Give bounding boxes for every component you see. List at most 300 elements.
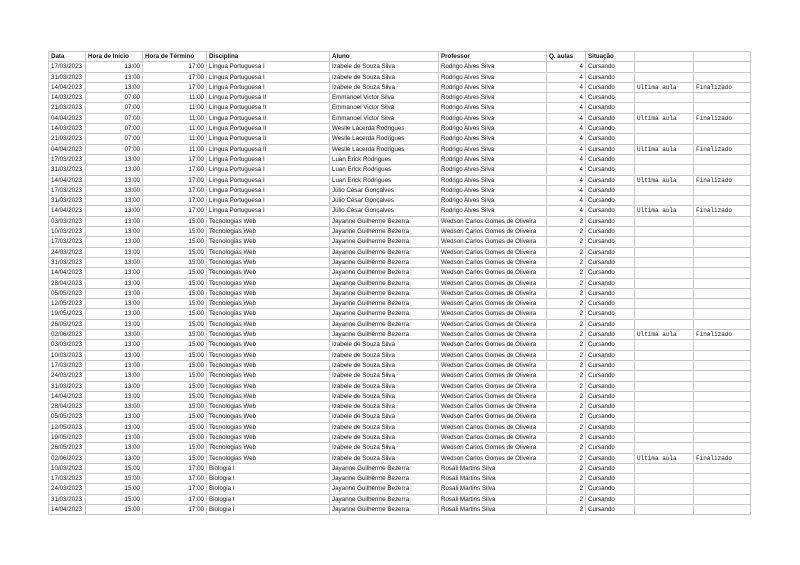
end-time-cell[interactable]: 15:00 <box>143 268 207 278</box>
student-cell[interactable]: Izabele de Souza Silva <box>330 82 439 92</box>
end-time-cell[interactable]: 15:00 <box>143 227 207 237</box>
teacher-cell[interactable]: Rodrigo Alves Silva <box>439 154 547 164</box>
final-status-cell[interactable] <box>694 484 751 494</box>
lesson-count-cell[interactable]: 2 <box>547 227 586 237</box>
student-cell[interactable]: Jayanne Guilherme Bezerra <box>330 257 439 267</box>
lesson-count-cell[interactable]: 4 <box>547 206 586 216</box>
student-cell[interactable]: Weslle Lacerda Rodrigues <box>330 124 439 134</box>
teacher-cell[interactable]: Wedson Carlos Gomes de Oliveira <box>439 257 547 267</box>
subject-cell[interactable]: Tecnologias Web <box>207 247 330 257</box>
subject-cell[interactable]: Tecnologias Web <box>207 412 330 422</box>
final-status-cell[interactable] <box>694 247 751 257</box>
student-cell[interactable]: Jayanne Guilherme Bezerra <box>330 288 439 298</box>
lesson-count-cell[interactable]: 4 <box>547 82 586 92</box>
final-status-cell[interactable] <box>694 360 751 370</box>
start-time-cell[interactable]: 13:00 <box>86 206 143 216</box>
start-time-cell[interactable]: 13:00 <box>86 422 143 432</box>
final-status-cell[interactable] <box>694 185 751 195</box>
student-cell[interactable]: Luan Erick Rodrigues <box>330 165 439 175</box>
status-cell[interactable]: Cursando <box>586 381 635 391</box>
subject-cell[interactable]: Tecnologias Web <box>207 371 330 381</box>
date-cell[interactable]: 14/04/2023 <box>49 175 86 185</box>
subject-cell[interactable]: Biologia I <box>207 494 330 504</box>
start-time-cell[interactable]: 07:00 <box>86 93 143 103</box>
end-time-cell[interactable]: 17:00 <box>143 196 207 206</box>
student-cell[interactable]: Weslle Lacerda Rodrigues <box>330 134 439 144</box>
final-status-cell[interactable] <box>694 237 751 247</box>
teacher-cell[interactable]: Rodrigo Alves Silva <box>439 113 547 123</box>
final-status-cell[interactable] <box>694 278 751 288</box>
start-time-cell[interactable]: 13:00 <box>86 227 143 237</box>
subject-cell[interactable]: Língua Portuguesa I <box>207 154 330 164</box>
student-cell[interactable]: Izabele de Souza Silva <box>330 391 439 401</box>
teacher-cell[interactable]: Wedson Carlos Gomes de Oliveira <box>439 422 547 432</box>
start-time-cell[interactable]: 15:00 <box>86 505 143 515</box>
date-cell[interactable]: 31/03/2023 <box>49 494 86 504</box>
end-time-cell[interactable]: 15:00 <box>143 309 207 319</box>
subject-cell[interactable]: Língua Portuguesa I <box>207 175 330 185</box>
final-status-cell[interactable] <box>694 309 751 319</box>
student-cell[interactable]: Jayanne Guilherme Bezerra <box>330 237 439 247</box>
status-cell[interactable]: Cursando <box>586 453 635 463</box>
lesson-count-cell[interactable]: 2 <box>547 257 586 267</box>
end-time-cell[interactable]: 17:00 <box>143 463 207 473</box>
note-cell[interactable] <box>635 124 694 134</box>
lesson-count-cell[interactable]: 2 <box>547 463 586 473</box>
subject-cell[interactable]: Tecnologias Web <box>207 309 330 319</box>
start-time-cell[interactable]: 13:00 <box>86 402 143 412</box>
start-time-cell[interactable]: 13:00 <box>86 82 143 92</box>
student-cell[interactable]: Luan Erick Rodrigues <box>330 154 439 164</box>
start-time-cell[interactable]: 13:00 <box>86 330 143 340</box>
note-cell[interactable] <box>635 340 694 350</box>
lesson-count-cell[interactable]: 2 <box>547 288 586 298</box>
start-time-cell[interactable]: 13:00 <box>86 154 143 164</box>
status-cell[interactable]: Cursando <box>586 278 635 288</box>
start-time-cell[interactable]: 13:00 <box>86 257 143 267</box>
teacher-cell[interactable]: Rosali Martins Silva <box>439 474 547 484</box>
lesson-count-cell[interactable]: 2 <box>547 278 586 288</box>
final-status-cell[interactable]: Finalizado <box>694 175 751 185</box>
start-time-cell[interactable]: 13:00 <box>86 319 143 329</box>
final-status-cell[interactable] <box>694 381 751 391</box>
final-status-cell[interactable] <box>694 463 751 473</box>
lesson-count-cell[interactable]: 4 <box>547 62 586 72</box>
status-cell[interactable]: Cursando <box>586 216 635 226</box>
note-cell[interactable] <box>635 505 694 515</box>
final-status-cell[interactable] <box>694 432 751 442</box>
student-cell[interactable]: Jayanne Guilherme Bezerra <box>330 309 439 319</box>
date-cell[interactable]: 28/04/2023 <box>49 278 86 288</box>
status-cell[interactable]: Cursando <box>586 103 635 113</box>
subject-cell[interactable]: Tecnologias Web <box>207 432 330 442</box>
lesson-count-cell[interactable]: 2 <box>547 432 586 442</box>
date-cell[interactable]: 28/04/2023 <box>49 402 86 412</box>
start-time-cell[interactable]: 07:00 <box>86 144 143 154</box>
start-time-cell[interactable]: 07:00 <box>86 134 143 144</box>
start-time-cell[interactable]: 13:00 <box>86 72 143 82</box>
student-cell[interactable]: Izabele de Souza Silva <box>330 402 439 412</box>
final-status-cell[interactable] <box>694 340 751 350</box>
final-status-cell[interactable] <box>694 72 751 82</box>
final-status-cell[interactable]: Finalizado <box>694 453 751 463</box>
date-cell[interactable]: 17/03/2023 <box>49 154 86 164</box>
end-time-cell[interactable]: 15:00 <box>143 340 207 350</box>
subject-cell[interactable]: Tecnologias Web <box>207 381 330 391</box>
lesson-count-cell[interactable]: 2 <box>547 299 586 309</box>
date-cell[interactable]: 21/03/2023 <box>49 103 86 113</box>
end-time-cell[interactable]: 17:00 <box>143 154 207 164</box>
status-cell[interactable]: Cursando <box>586 309 635 319</box>
teacher-cell[interactable]: Rodrigo Alves Silva <box>439 175 547 185</box>
start-time-cell[interactable]: 15:00 <box>86 474 143 484</box>
note-cell[interactable] <box>635 216 694 226</box>
final-status-cell[interactable] <box>694 288 751 298</box>
student-cell[interactable]: Jayanne Guilherme Bezerra <box>330 474 439 484</box>
teacher-cell[interactable]: Wedson Carlos Gomes de Oliveira <box>439 381 547 391</box>
end-time-cell[interactable]: 15:00 <box>143 360 207 370</box>
date-cell[interactable]: 05/05/2023 <box>49 288 86 298</box>
end-time-cell[interactable]: 15:00 <box>143 237 207 247</box>
end-time-cell[interactable]: 17:00 <box>143 484 207 494</box>
final-status-cell[interactable] <box>694 216 751 226</box>
subject-cell[interactable]: Língua Portuguesa I <box>207 196 330 206</box>
teacher-cell[interactable]: Rodrigo Alves Silva <box>439 93 547 103</box>
status-cell[interactable]: Cursando <box>586 474 635 484</box>
status-cell[interactable]: Cursando <box>586 196 635 206</box>
student-cell[interactable]: Jayanne Guilherme Bezerra <box>330 319 439 329</box>
student-cell[interactable]: Emmanoel Victor Silva <box>330 113 439 123</box>
final-status-cell[interactable] <box>694 299 751 309</box>
student-cell[interactable]: Izabele de Souza Silva <box>330 453 439 463</box>
student-cell[interactable]: Izabele de Souza Silva <box>330 432 439 442</box>
student-cell[interactable]: Jayanne Guilherme Bezerra <box>330 505 439 515</box>
lesson-count-cell[interactable]: 2 <box>547 268 586 278</box>
end-time-cell[interactable]: 15:00 <box>143 330 207 340</box>
lesson-count-cell[interactable]: 2 <box>547 412 586 422</box>
note-cell[interactable] <box>635 474 694 484</box>
teacher-cell[interactable]: Wedson Carlos Gomes de Oliveira <box>439 402 547 412</box>
start-time-cell[interactable]: 15:00 <box>86 494 143 504</box>
header-extra-2[interactable] <box>694 52 751 62</box>
status-cell[interactable]: Cursando <box>586 247 635 257</box>
lesson-count-cell[interactable]: 2 <box>547 237 586 247</box>
date-cell[interactable]: 17/03/2023 <box>49 360 86 370</box>
date-cell[interactable]: 24/03/2023 <box>49 371 86 381</box>
date-cell[interactable]: 21/03/2023 <box>49 134 86 144</box>
start-time-cell[interactable]: 13:00 <box>86 381 143 391</box>
lesson-count-cell[interactable]: 4 <box>547 134 586 144</box>
student-cell[interactable]: Emmanoel Victor Silva <box>330 93 439 103</box>
status-cell[interactable]: Cursando <box>586 443 635 453</box>
date-cell[interactable]: 02/06/2023 <box>49 453 86 463</box>
start-time-cell[interactable]: 13:00 <box>86 443 143 453</box>
teacher-cell[interactable]: Rosali Martins Silva <box>439 505 547 515</box>
note-cell[interactable] <box>635 484 694 494</box>
subject-cell[interactable]: Tecnologias Web <box>207 330 330 340</box>
note-cell[interactable] <box>635 165 694 175</box>
final-status-cell[interactable] <box>694 422 751 432</box>
lesson-count-cell[interactable]: 2 <box>547 309 586 319</box>
lesson-count-cell[interactable]: 2 <box>547 422 586 432</box>
header-disciplina[interactable]: Disciplina <box>207 52 330 62</box>
date-cell[interactable]: 04/04/2023 <box>49 113 86 123</box>
start-time-cell[interactable]: 13:00 <box>86 288 143 298</box>
status-cell[interactable]: Cursando <box>586 402 635 412</box>
lesson-count-cell[interactable]: 2 <box>547 360 586 370</box>
status-cell[interactable]: Cursando <box>586 463 635 473</box>
subject-cell[interactable]: Biologia I <box>207 484 330 494</box>
status-cell[interactable]: Cursando <box>586 505 635 515</box>
lesson-count-cell[interactable]: 2 <box>547 247 586 257</box>
status-cell[interactable]: Cursando <box>586 268 635 278</box>
start-time-cell[interactable]: 07:00 <box>86 124 143 134</box>
student-cell[interactable]: Izabele de Souza Silva <box>330 72 439 82</box>
start-time-cell[interactable]: 13:00 <box>86 371 143 381</box>
end-time-cell[interactable]: 15:00 <box>143 216 207 226</box>
start-time-cell[interactable]: 13:00 <box>86 360 143 370</box>
note-cell[interactable] <box>635 432 694 442</box>
note-cell[interactable] <box>635 309 694 319</box>
final-status-cell[interactable]: Finalizado <box>694 330 751 340</box>
final-status-cell[interactable] <box>694 165 751 175</box>
subject-cell[interactable]: Tecnologias Web <box>207 268 330 278</box>
note-cell[interactable] <box>635 134 694 144</box>
student-cell[interactable]: Izabele de Souza Silva <box>330 360 439 370</box>
status-cell[interactable]: Cursando <box>586 494 635 504</box>
end-time-cell[interactable]: 17:00 <box>143 185 207 195</box>
teacher-cell[interactable]: Wedson Carlos Gomes de Oliveira <box>439 360 547 370</box>
student-cell[interactable]: Izabele de Souza Silva <box>330 422 439 432</box>
date-cell[interactable]: 14/04/2023 <box>49 206 86 216</box>
note-cell[interactable] <box>635 494 694 504</box>
final-status-cell[interactable] <box>694 319 751 329</box>
student-cell[interactable]: Izabele de Souza Silva <box>330 371 439 381</box>
lesson-count-cell[interactable]: 4 <box>547 196 586 206</box>
teacher-cell[interactable]: Rodrigo Alves Silva <box>439 165 547 175</box>
date-cell[interactable]: 03/03/2023 <box>49 216 86 226</box>
final-status-cell[interactable] <box>694 257 751 267</box>
lesson-count-cell[interactable]: 4 <box>547 72 586 82</box>
teacher-cell[interactable]: Wedson Carlos Gomes de Oliveira <box>439 330 547 340</box>
start-time-cell[interactable]: 13:00 <box>86 175 143 185</box>
teacher-cell[interactable]: Wedson Carlos Gomes de Oliveira <box>439 340 547 350</box>
subject-cell[interactable]: Língua Portuguesa II <box>207 124 330 134</box>
lesson-count-cell[interactable]: 2 <box>547 402 586 412</box>
note-cell[interactable] <box>635 185 694 195</box>
status-cell[interactable]: Cursando <box>586 82 635 92</box>
final-status-cell[interactable] <box>694 350 751 360</box>
subject-cell[interactable]: Língua Portuguesa I <box>207 185 330 195</box>
final-status-cell[interactable]: Finalizado <box>694 113 751 123</box>
date-cell[interactable]: 17/03/2023 <box>49 237 86 247</box>
note-cell[interactable] <box>635 422 694 432</box>
end-time-cell[interactable]: 15:00 <box>143 299 207 309</box>
date-cell[interactable]: 10/03/2023 <box>49 350 86 360</box>
subject-cell[interactable]: Língua Portuguesa II <box>207 134 330 144</box>
lesson-count-cell[interactable]: 2 <box>547 216 586 226</box>
note-cell[interactable] <box>635 268 694 278</box>
teacher-cell[interactable]: Wedson Carlos Gomes de Oliveira <box>439 309 547 319</box>
start-time-cell[interactable]: 13:00 <box>86 340 143 350</box>
date-cell[interactable]: 17/03/2023 <box>49 474 86 484</box>
date-cell[interactable]: 05/05/2023 <box>49 412 86 422</box>
header-professor[interactable]: Professor <box>439 52 547 62</box>
subject-cell[interactable]: Língua Portuguesa II <box>207 103 330 113</box>
status-cell[interactable]: Cursando <box>586 257 635 267</box>
subject-cell[interactable]: Língua Portuguesa II <box>207 144 330 154</box>
teacher-cell[interactable]: Wedson Carlos Gomes de Oliveira <box>439 227 547 237</box>
final-status-cell[interactable] <box>694 402 751 412</box>
note-cell[interactable] <box>635 371 694 381</box>
final-status-cell[interactable] <box>694 371 751 381</box>
date-cell[interactable]: 14/03/2023 <box>49 93 86 103</box>
end-time-cell[interactable]: 15:00 <box>143 453 207 463</box>
subject-cell[interactable]: Biologia I <box>207 463 330 473</box>
lesson-count-cell[interactable]: 2 <box>547 330 586 340</box>
student-cell[interactable]: Luan Erick Rodrigues <box>330 175 439 185</box>
date-cell[interactable]: 02/06/2023 <box>49 330 86 340</box>
end-time-cell[interactable]: 15:00 <box>143 350 207 360</box>
final-status-cell[interactable]: Finalizado <box>694 144 751 154</box>
end-time-cell[interactable]: 17:00 <box>143 62 207 72</box>
end-time-cell[interactable]: 15:00 <box>143 247 207 257</box>
subject-cell[interactable]: Biologia I <box>207 505 330 515</box>
lesson-count-cell[interactable]: 2 <box>547 484 586 494</box>
status-cell[interactable]: Cursando <box>586 93 635 103</box>
note-cell[interactable] <box>635 62 694 72</box>
start-time-cell[interactable]: 13:00 <box>86 278 143 288</box>
lesson-count-cell[interactable]: 4 <box>547 113 586 123</box>
lesson-count-cell[interactable]: 2 <box>547 474 586 484</box>
header-situacao[interactable]: Situação <box>586 52 635 62</box>
final-status-cell[interactable] <box>694 391 751 401</box>
note-cell[interactable] <box>635 227 694 237</box>
lesson-count-cell[interactable]: 4 <box>547 144 586 154</box>
start-time-cell[interactable]: 13:00 <box>86 165 143 175</box>
note-cell[interactable] <box>635 412 694 422</box>
teacher-cell[interactable]: Wedson Carlos Gomes de Oliveira <box>439 371 547 381</box>
note-cell[interactable] <box>635 196 694 206</box>
end-time-cell[interactable]: 15:00 <box>143 257 207 267</box>
date-cell[interactable]: 24/03/2023 <box>49 484 86 494</box>
status-cell[interactable]: Cursando <box>586 175 635 185</box>
status-cell[interactable]: Cursando <box>586 299 635 309</box>
subject-cell[interactable]: Língua Portuguesa I <box>207 72 330 82</box>
date-cell[interactable]: 31/03/2023 <box>49 196 86 206</box>
date-cell[interactable]: 14/04/2023 <box>49 505 86 515</box>
teacher-cell[interactable]: Wedson Carlos Gomes de Oliveira <box>439 319 547 329</box>
final-status-cell[interactable] <box>694 93 751 103</box>
end-time-cell[interactable]: 15:00 <box>143 371 207 381</box>
subject-cell[interactable]: Tecnologias Web <box>207 402 330 412</box>
note-cell[interactable] <box>635 72 694 82</box>
header-hora-termino[interactable]: Hora de Término <box>143 52 207 62</box>
end-time-cell[interactable]: 17:00 <box>143 474 207 484</box>
teacher-cell[interactable]: Rodrigo Alves Silva <box>439 185 547 195</box>
subject-cell[interactable]: Biologia I <box>207 474 330 484</box>
teacher-cell[interactable]: Wedson Carlos Gomes de Oliveira <box>439 432 547 442</box>
date-cell[interactable]: 10/03/2023 <box>49 463 86 473</box>
teacher-cell[interactable]: Wedson Carlos Gomes de Oliveira <box>439 412 547 422</box>
date-cell[interactable]: 26/05/2023 <box>49 443 86 453</box>
lesson-count-cell[interactable]: 2 <box>547 494 586 504</box>
status-cell[interactable]: Cursando <box>586 227 635 237</box>
end-time-cell[interactable]: 17:00 <box>143 82 207 92</box>
teacher-cell[interactable]: Rodrigo Alves Silva <box>439 82 547 92</box>
final-status-cell[interactable] <box>694 196 751 206</box>
status-cell[interactable]: Cursando <box>586 206 635 216</box>
date-cell[interactable]: 12/05/2023 <box>49 422 86 432</box>
note-cell[interactable] <box>635 237 694 247</box>
end-time-cell[interactable]: 11:00 <box>143 124 207 134</box>
lesson-count-cell[interactable]: 4 <box>547 165 586 175</box>
status-cell[interactable]: Cursando <box>586 412 635 422</box>
end-time-cell[interactable]: 17:00 <box>143 494 207 504</box>
date-cell[interactable]: 19/05/2023 <box>49 432 86 442</box>
note-cell[interactable] <box>635 93 694 103</box>
final-status-cell[interactable]: Finalizado <box>694 82 751 92</box>
end-time-cell[interactable]: 15:00 <box>143 288 207 298</box>
teacher-cell[interactable]: Rodrigo Alves Silva <box>439 134 547 144</box>
end-time-cell[interactable]: 15:00 <box>143 432 207 442</box>
date-cell[interactable]: 12/05/2023 <box>49 299 86 309</box>
final-status-cell[interactable]: Finalizado <box>694 206 751 216</box>
teacher-cell[interactable]: Rodrigo Alves Silva <box>439 103 547 113</box>
final-status-cell[interactable] <box>694 505 751 515</box>
subject-cell[interactable]: Tecnologias Web <box>207 350 330 360</box>
student-cell[interactable]: Júlio César Gonçalves <box>330 185 439 195</box>
end-time-cell[interactable]: 15:00 <box>143 443 207 453</box>
lesson-count-cell[interactable]: 4 <box>547 185 586 195</box>
date-cell[interactable]: 03/03/2023 <box>49 340 86 350</box>
note-cell[interactable] <box>635 299 694 309</box>
teacher-cell[interactable]: Rodrigo Alves Silva <box>439 124 547 134</box>
student-cell[interactable]: Izabele de Souza Silva <box>330 381 439 391</box>
final-status-cell[interactable] <box>694 412 751 422</box>
student-cell[interactable]: Jayanne Guilherme Bezerra <box>330 330 439 340</box>
teacher-cell[interactable]: Wedson Carlos Gomes de Oliveira <box>439 247 547 257</box>
header-data[interactable]: Data <box>49 52 86 62</box>
date-cell[interactable]: 31/03/2023 <box>49 381 86 391</box>
subject-cell[interactable]: Tecnologias Web <box>207 453 330 463</box>
student-cell[interactable]: Izabele de Souza Silva <box>330 350 439 360</box>
date-cell[interactable]: 14/04/2023 <box>49 268 86 278</box>
note-cell[interactable] <box>635 443 694 453</box>
status-cell[interactable]: Cursando <box>586 237 635 247</box>
end-time-cell[interactable]: 15:00 <box>143 412 207 422</box>
student-cell[interactable]: Izabele de Souza Silva <box>330 340 439 350</box>
status-cell[interactable]: Cursando <box>586 371 635 381</box>
start-time-cell[interactable]: 13:00 <box>86 309 143 319</box>
teacher-cell[interactable]: Wedson Carlos Gomes de Oliveira <box>439 350 547 360</box>
note-cell[interactable] <box>635 402 694 412</box>
teacher-cell[interactable]: Rodrigo Alves Silva <box>439 144 547 154</box>
start-time-cell[interactable]: 13:00 <box>86 391 143 401</box>
lesson-count-cell[interactable]: 4 <box>547 154 586 164</box>
note-cell[interactable] <box>635 288 694 298</box>
student-cell[interactable]: Jayanne Guilherme Bezerra <box>330 268 439 278</box>
subject-cell[interactable]: Língua Portuguesa I <box>207 165 330 175</box>
status-cell[interactable]: Cursando <box>586 330 635 340</box>
lesson-count-cell[interactable]: 2 <box>547 505 586 515</box>
status-cell[interactable]: Cursando <box>586 62 635 72</box>
status-cell[interactable]: Cursando <box>586 165 635 175</box>
start-time-cell[interactable]: 13:00 <box>86 268 143 278</box>
start-time-cell[interactable]: 13:00 <box>86 216 143 226</box>
date-cell[interactable]: 19/05/2023 <box>49 309 86 319</box>
start-time-cell[interactable]: 15:00 <box>86 484 143 494</box>
